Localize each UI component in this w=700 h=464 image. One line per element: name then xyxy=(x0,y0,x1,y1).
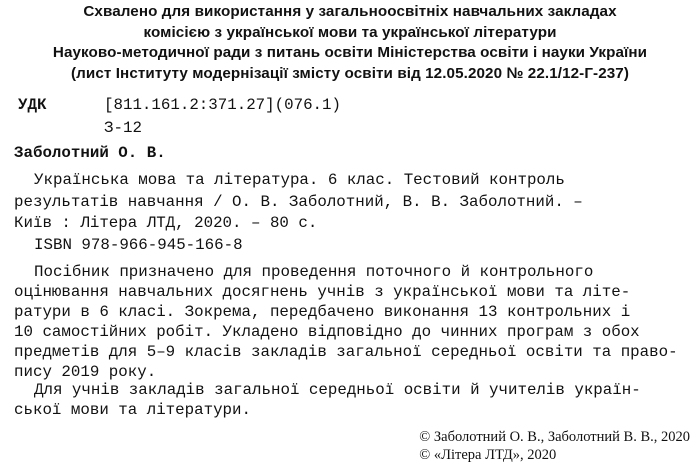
summary-line: Посібник призначено для проведення поточного й контрольного xyxy=(34,263,594,281)
bib-line: Київ : Літера ЛТД, 2020. – 80 с. xyxy=(14,214,318,232)
approval-line: (лист Інституту модернізації змісту освіти від 12.05.2020 № 22.1/12-Г-237) xyxy=(70,64,630,82)
bibliographic-record xyxy=(14,170,694,256)
audience-line: Для учнів закладів загальної середньої освіти й учителів україн- xyxy=(34,381,641,399)
summary-line: оцінювання навчальних досягнень учнів з української мови та літе- xyxy=(14,283,631,301)
target-audience xyxy=(14,380,694,420)
approval-statement xyxy=(0,2,700,84)
copyright-notice xyxy=(419,428,690,464)
summary-line: ратури в 6 класі. Зокрема, передбачено виконання 13 контрольних і xyxy=(14,303,631,321)
summary-line: предметів для 5–9 класів закладів загальної середньої освіти та право- xyxy=(14,343,678,361)
copyright-line: © «Літера ЛТД», 2020 xyxy=(419,447,557,463)
udk-label: УДК xyxy=(18,96,47,114)
approval-line: Науково-методичної ради з питань освіти Міністерства освіти і науки України xyxy=(52,44,648,61)
bib-line: результатів навчання / О. В. Заболотний, В. В. Заболотний. – xyxy=(14,192,583,211)
author-mark: З-12 xyxy=(104,119,142,137)
summary-line: 10 самостійних робіт. Укладено відповідно до чинних програм з обох xyxy=(14,323,640,341)
copyright-line: © Заболотний О. В., Заболотний В. В., 2020 xyxy=(419,429,690,445)
author-heading: Заболотний О. В. xyxy=(14,144,166,162)
approval-line: комісією з української мови та української літератури xyxy=(143,23,557,41)
summary-line: пису 2019 року. xyxy=(14,363,157,381)
udk-code: [811.161.2:371.27](076.1) xyxy=(104,96,341,114)
isbn: ISBN 978-966-945-166-8 xyxy=(34,235,243,254)
approval-line: Схвалено для використання у загальноосвітніх навчальних закладах xyxy=(83,3,617,20)
bib-line: Українська мова та література. 6 клас. Тестовий контроль xyxy=(34,171,565,189)
audience-line: ської мови та літератури. xyxy=(14,401,251,419)
annotation-summary xyxy=(14,262,694,382)
